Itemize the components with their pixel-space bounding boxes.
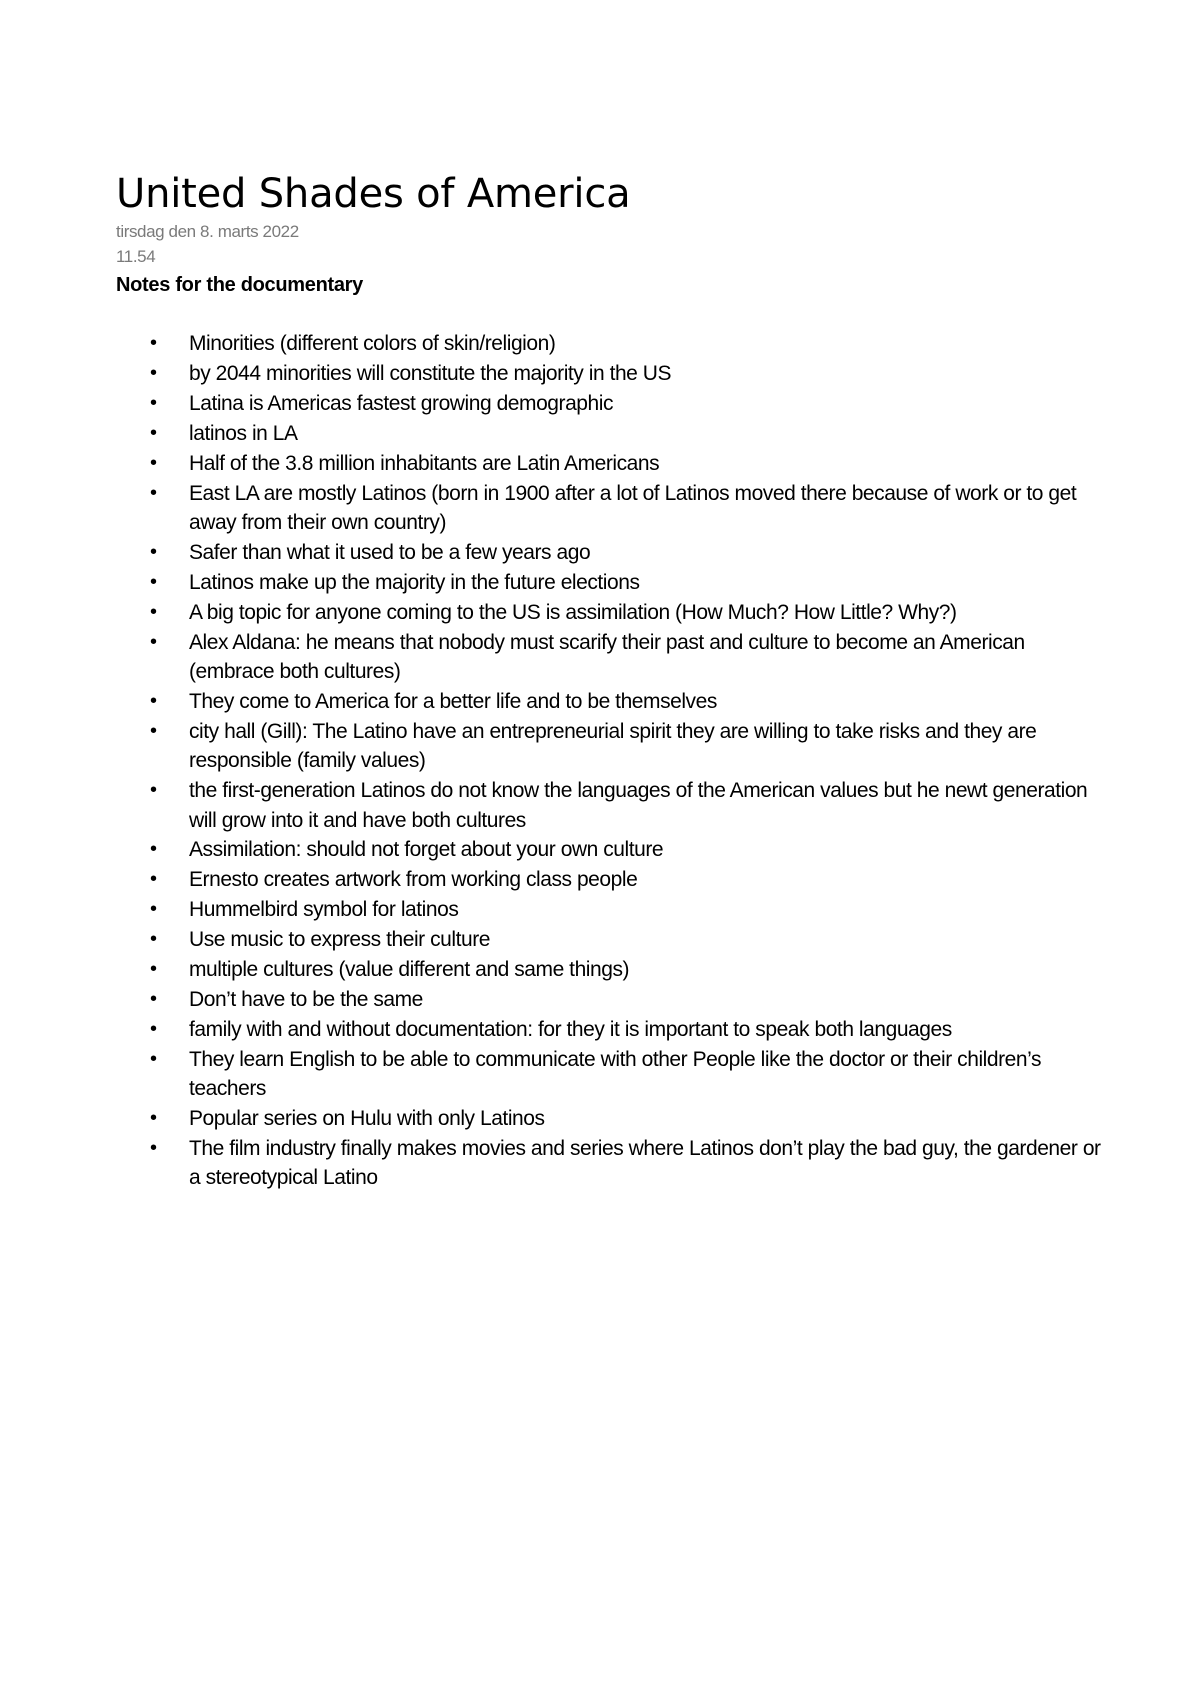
- list-item-text: Hummelbird symbol for latinos: [189, 898, 459, 922]
- notes-heading: Notes for the documentary: [116, 274, 363, 296]
- list-item-text: Ernesto creates artwork from working class people: [189, 868, 638, 892]
- list-item-text: They learn English to be able to communicate with other People like the doctor or their children’s teachers: [189, 1047, 1041, 1101]
- bullet-icon: •: [150, 689, 157, 712]
- list-item-text: Assimilation: should not forget about your own culture: [189, 838, 664, 862]
- bullet-icon: •: [150, 630, 157, 653]
- list-item-text: East LA are mostly Latinos (born in 1900 after a lot of Latinos moved there because of work or to get away from their own country): [189, 481, 1077, 534]
- list-item: [0, 955, 1101, 984]
- list-item: [0, 1015, 1101, 1044]
- list-item-text: The film industry finally makes movies and series where Latinos don’t play the bad guy, the gardener or a stereotypical Latino: [189, 1136, 1101, 1190]
- list-item: [0, 329, 1101, 358]
- bullet-icon: •: [150, 719, 157, 742]
- bullet-icon: •: [150, 928, 157, 951]
- bullet-icon: •: [150, 898, 157, 921]
- list-item: [0, 687, 1101, 716]
- bullet-icon: •: [150, 868, 157, 891]
- list-item: [0, 895, 1101, 924]
- list-item: [0, 1134, 1101, 1193]
- list-item: [0, 389, 1101, 418]
- bullet-icon: •: [150, 421, 157, 444]
- page-title: United Shades of America: [116, 171, 631, 217]
- bullet-icon: •: [150, 1017, 157, 1040]
- bullet-icon: •: [150, 987, 157, 1010]
- list-item-text: latinos in LA: [189, 421, 298, 445]
- list-item-text: Use music to express their culture: [189, 928, 490, 952]
- bullet-icon: •: [150, 600, 157, 623]
- list-item: [0, 359, 1101, 388]
- bullet-icon: •: [150, 1107, 157, 1130]
- list-item-text: Alex Aldana: he means that nobody must scarify their past and culture to become an American (embrace both cultures): [189, 630, 1025, 683]
- list-item: [0, 776, 1101, 835]
- bullet-icon: •: [150, 1047, 157, 1070]
- list-item: [0, 598, 1101, 627]
- list-item-text: Latina is Americas fastest growing demographic: [189, 391, 614, 415]
- page-time: 11.54: [116, 247, 156, 266]
- notes-list: [0, 329, 1200, 1193]
- list-item-text: Safer than what it used to be a few years ago: [189, 540, 591, 564]
- bullet-icon: •: [150, 958, 157, 981]
- list-item: [0, 717, 1101, 776]
- list-item: [0, 538, 1101, 567]
- list-item: [0, 865, 1101, 894]
- list-item-text: city hall (Gill): The Latino have an entrepreneurial spirit they are willing to take risks and they are responsible (family values): [189, 719, 1037, 773]
- bullet-icon: •: [150, 779, 157, 802]
- list-item: [0, 835, 1101, 864]
- bullet-icon: •: [150, 451, 157, 474]
- page-date: tirsdag den 8. marts 2022: [116, 222, 299, 241]
- list-item-text: They come to America for a better life and to be themselves: [189, 689, 717, 713]
- list-item-text: Don’t have to be the same: [189, 987, 423, 1011]
- bullet-icon: •: [150, 838, 157, 861]
- list-item: [0, 1104, 1101, 1133]
- list-item-text: by 2044 minorities will constitute the majority in the US: [189, 361, 672, 385]
- bullet-icon: •: [150, 332, 157, 354]
- list-item: [0, 925, 1101, 954]
- list-item: [0, 479, 1101, 538]
- bullet-icon: •: [150, 1136, 157, 1159]
- bullet-icon: •: [150, 361, 157, 384]
- bullet-icon: •: [150, 391, 157, 414]
- list-item: [0, 985, 1101, 1014]
- list-item: [0, 419, 1101, 448]
- list-item-text: A big topic for anyone coming to the US is assimilation (How Much? How Little? Why?): [189, 600, 957, 624]
- list-item: [0, 1045, 1101, 1104]
- list-item: [0, 628, 1101, 687]
- bullet-icon: •: [150, 540, 157, 563]
- list-item-text: multiple cultures (value different and same things): [189, 958, 630, 982]
- list-item-text: Latinos make up the majority in the future elections: [189, 570, 640, 594]
- bullet-icon: •: [150, 481, 157, 504]
- list-item-text: Minorities (different colors of skin/religion): [189, 332, 556, 355]
- list-item-text: family with and without documentation: for they it is important to speak both languages: [189, 1017, 952, 1041]
- list-item-text: Half of the 3.8 million inhabitants are Latin Americans: [189, 451, 660, 475]
- bullet-icon: •: [150, 570, 157, 593]
- list-item-text: Popular series on Hulu with only Latinos: [189, 1107, 545, 1131]
- list-item: [0, 449, 1101, 478]
- list-item-text: the first-generation Latinos do not know the languages of the American values but he newt generation will grow into it and have both cultures: [189, 779, 1088, 832]
- list-item: [0, 568, 1101, 597]
